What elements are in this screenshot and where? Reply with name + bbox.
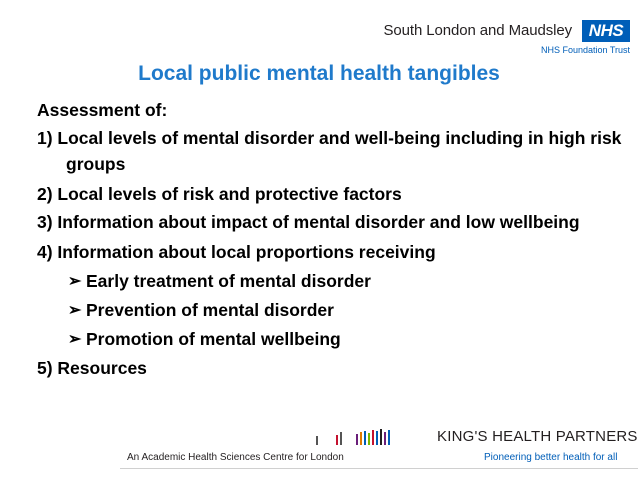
- arrow-bullet-icon: ➢: [68, 273, 82, 290]
- footer-tagline-left: An Academic Health Sciences Centre for London: [127, 452, 344, 463]
- sub-list-item: [37, 296, 632, 325]
- slide-title: Local public mental health tangibles: [138, 62, 500, 85]
- arrow-bullet-icon: ➢: [68, 331, 82, 348]
- slide-content: [37, 96, 632, 383]
- footer-divider: [120, 468, 638, 469]
- sub-list-item: [37, 325, 632, 354]
- footer-tagline-right: Pioneering better health for all: [484, 452, 618, 463]
- org-subtitle: NHS Foundation Trust: [540, 45, 630, 55]
- list-item: 4) Information about local proportions receiving: [37, 242, 436, 262]
- footer: [0, 428, 638, 479]
- intro-line: Assessment of:: [37, 100, 168, 120]
- list-item: 5) Resources: [37, 358, 147, 378]
- sub-list-item-label: Early treatment of mental disorder: [86, 271, 371, 291]
- sub-list-item: [37, 267, 632, 296]
- list-item: 3) Information about impact of mental disorder and low wellbeing: [37, 212, 580, 232]
- khp-name: KING'S HEALTH PARTNERS: [437, 428, 638, 445]
- khp-logo-marks-icon: [316, 429, 392, 445]
- arrow-bullet-icon: ➢: [68, 302, 82, 319]
- list-item: 1) Local levels of mental disorder and well-being including in high risk groups: [37, 128, 622, 174]
- list-item: 2) Local levels of risk and protective factors: [37, 184, 402, 204]
- trust-logo: [370, 20, 630, 60]
- sub-list-item-label: Prevention of mental disorder: [86, 300, 334, 320]
- sub-list-item-label: Promotion of mental wellbeing: [86, 329, 341, 349]
- org-name: South London and Maudsley: [383, 22, 572, 39]
- nhs-badge: NHS: [582, 20, 630, 42]
